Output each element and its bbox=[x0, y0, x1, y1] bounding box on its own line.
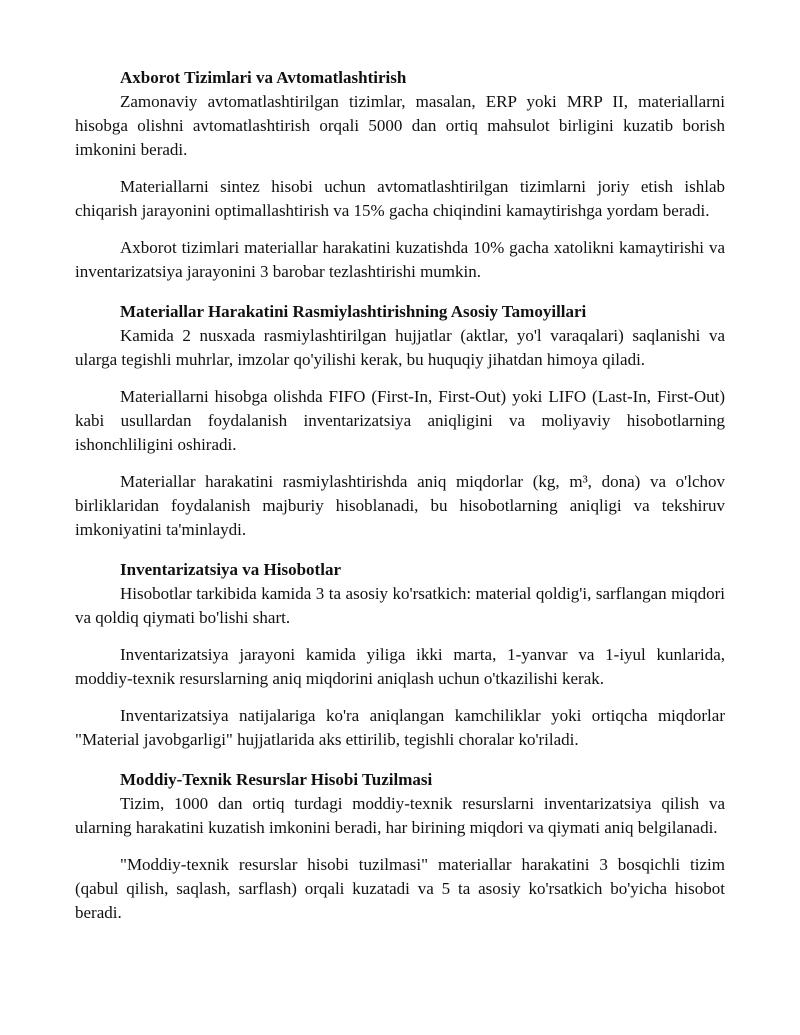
section-title: Axborot Tizimlari va Avtomatlashtirish bbox=[120, 68, 407, 87]
paragraph: Inventarizatsiya jarayoni kamida yiliga ikki marta, 1-yanvar va 1-iyul kunlarida, moddiy-texnik resurslarning aniq miqdorini aniqlash uchun o'tkazilishi kerak. bbox=[75, 645, 725, 688]
document-page bbox=[75, 66, 725, 925]
paragraph: Inventarizatsiya natijalariga ko'ra aniqlangan kamchiliklar yoki ortiqcha miqdorlar "Material javobgarligi" hujjatlarida aks ettirilib, tegishli choralar ko'riladi. bbox=[75, 706, 725, 749]
section-resurslar-hisobi bbox=[75, 768, 725, 925]
paragraph: Materiallarni hisobga olishda FIFO (First-In, First-Out) yoki LIFO (Last-In, First-Out) kabi usullardan foydalanish inventarizatsiya aniqligini va moliyaviy hisobotlarning ishonchliligini oshiradi. bbox=[75, 387, 725, 454]
section-title: Moddiy-Texnik Resurslar Hisobi Tuzilmasi bbox=[120, 770, 433, 789]
section-inventarizatsiya bbox=[75, 558, 725, 752]
paragraph: Axborot tizimlari materiallar harakatini kuzatishda 10% gacha xatolikni kamaytirishi va inventarizatsiya jarayonini 3 barobar tezlashtirishi mumkin. bbox=[75, 238, 725, 281]
paragraph: "Moddiy-texnik resurslar hisobi tuzilmasi" materiallar harakatini 3 bosqichli tizim (qabul qilish, saqlash, sarflash) orqali kuzatadi va 5 ta asosiy ko'rsatkich bo'yicha hisobot beradi. bbox=[75, 855, 725, 922]
paragraph: Tizim, 1000 dan ortiq turdagi moddiy-texnik resurslarni inventarizatsiya qilish va ularning harakatini kuzatish imkonini beradi, har birining miqdori va qiymati aniq belgilanadi. bbox=[75, 794, 725, 837]
paragraph: Materiallar harakatini rasmiylashtirishda aniq miqdorlar (kg, m³, dona) va o'lchov birliklaridan foydalanish majburiy hisoblanadi, bu hisobotlarning aniqligi va tekshiruv imkoniyatini ta'minlaydi. bbox=[75, 472, 725, 539]
section-axborot-tizimlari bbox=[75, 66, 725, 284]
paragraph: Materiallarni sintez hisobi uchun avtomatlashtirilgan tizimlarni joriy etish ishlab chiqarish jarayonini optimallashtirish va 15% gacha chiqindini kamaytirishga yordam beradi. bbox=[75, 177, 725, 220]
paragraph: Zamonaviy avtomatlashtirilgan tizimlar, masalan, ERP yoki MRP II, materiallarni hisobga olishni avtomatlashtirish orqali 5000 dan ortiq mahsulot birligini kuzatib borish imkonini beradi. bbox=[75, 92, 725, 159]
paragraph: Hisobotlar tarkibida kamida 3 ta asosiy ko'rsatkich: material qoldig'i, sarflangan miqdori va qoldiq qiymati bo'lishi shart. bbox=[75, 584, 725, 627]
section-title: Materiallar Harakatini Rasmiylashtirishning Asosiy Tamoyillari bbox=[120, 302, 587, 321]
paragraph: Kamida 2 nusxada rasmiylashtirilgan hujjatlar (aktlar, yo'l varaqalari) saqlanishi va ularga tegishli muhrlar, imzolar qo'yilishi kerak, bu huquqiy jihatdan himoya qiladi. bbox=[75, 326, 725, 369]
section-rasmiylashtirish bbox=[75, 300, 725, 542]
section-title: Inventarizatsiya va Hisobotlar bbox=[120, 560, 341, 579]
